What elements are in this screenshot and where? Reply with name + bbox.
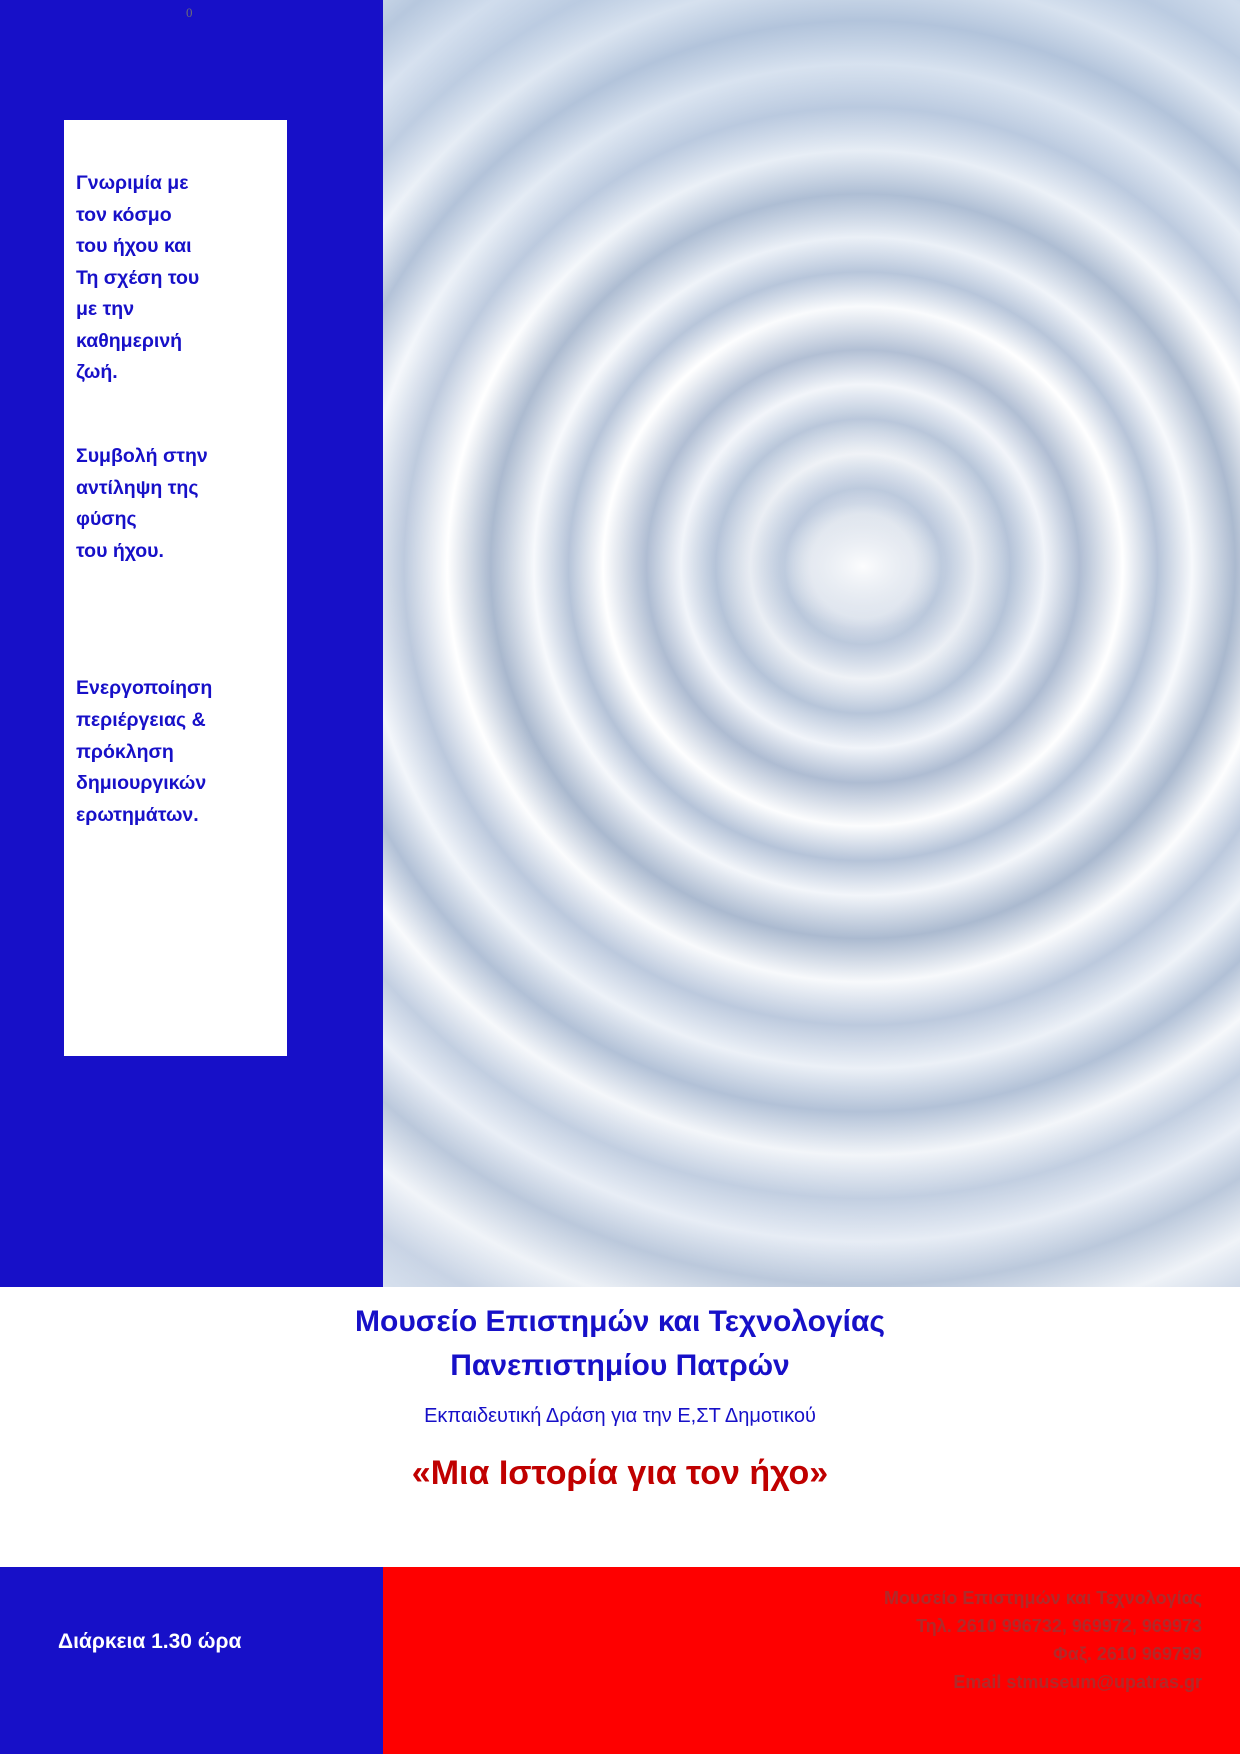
educational-action-subtitle: Εκπαιδευτική Δράση για την Ε,ΣΤ Δημοτικού — [424, 1405, 816, 1427]
sidebar-line-16: ερωτημάτων. — [76, 803, 199, 826]
sidebar-text-box — [64, 120, 287, 1056]
stray-character: 0 — [186, 5, 193, 20]
sidebar-line-2: τον κόσμο — [76, 203, 172, 226]
sidebar-line-6: καθημερινή — [76, 329, 183, 352]
museum-name-line-1: Μουσείο Επιστημών και Τεχνολογίας — [355, 1305, 885, 1338]
poster-footer — [0, 1567, 1240, 1754]
contact-line-1: Μουσείο Επιστημών και Τεχνολογίας — [884, 1588, 1202, 1608]
museum-name-line-2: Πανεπιστημίου Πατρών — [450, 1349, 790, 1382]
sidebar-line-7: ζωή. — [76, 361, 118, 384]
sidebar-line-3: του ήχου και — [76, 235, 192, 258]
water-ripple-image — [383, 0, 1240, 1287]
sidebar-line-11: του ήχου. — [76, 539, 164, 562]
sidebar-line-5: με την — [76, 298, 135, 321]
sidebar-gap-2 — [76, 567, 269, 673]
poster-middle-section — [0, 1287, 1240, 1567]
sidebar-line-15: δημιουργικών — [76, 772, 207, 795]
sidebar-line-12: Ενεργοποίηση — [76, 677, 213, 700]
footer-blue-block — [0, 1567, 383, 1754]
contact-line-2: Τηλ. 2610 996732, 969972, 969973 — [916, 1615, 1202, 1636]
contact-info — [884, 1585, 1202, 1697]
sidebar-line-4: Τη σχέση του — [76, 266, 200, 289]
sidebar-line-1: Γνωριμία με — [76, 172, 189, 194]
sidebar-line-10: φύσης — [76, 508, 137, 531]
poster-title: «Μια Ιστορία για τον ήχο» — [411, 1454, 829, 1492]
sidebar-line-13: περιέργειας & — [76, 708, 206, 731]
contact-line-3: Φαξ. 2610 969799 — [1053, 1643, 1202, 1664]
sidebar-gap-1 — [76, 389, 269, 441]
duration-label: Διάρκεια 1.30 ώρα — [58, 1630, 242, 1653]
contact-line-4: Email stmuseum@upatras.gr — [953, 1671, 1202, 1692]
sidebar-line-8: Συμβολή στην — [76, 445, 208, 468]
sidebar-line-14: πρόκληση — [76, 740, 174, 763]
ripple-shading-overlay — [383, 0, 1240, 1287]
sidebar-line-9: αντίληψη της — [76, 476, 199, 499]
